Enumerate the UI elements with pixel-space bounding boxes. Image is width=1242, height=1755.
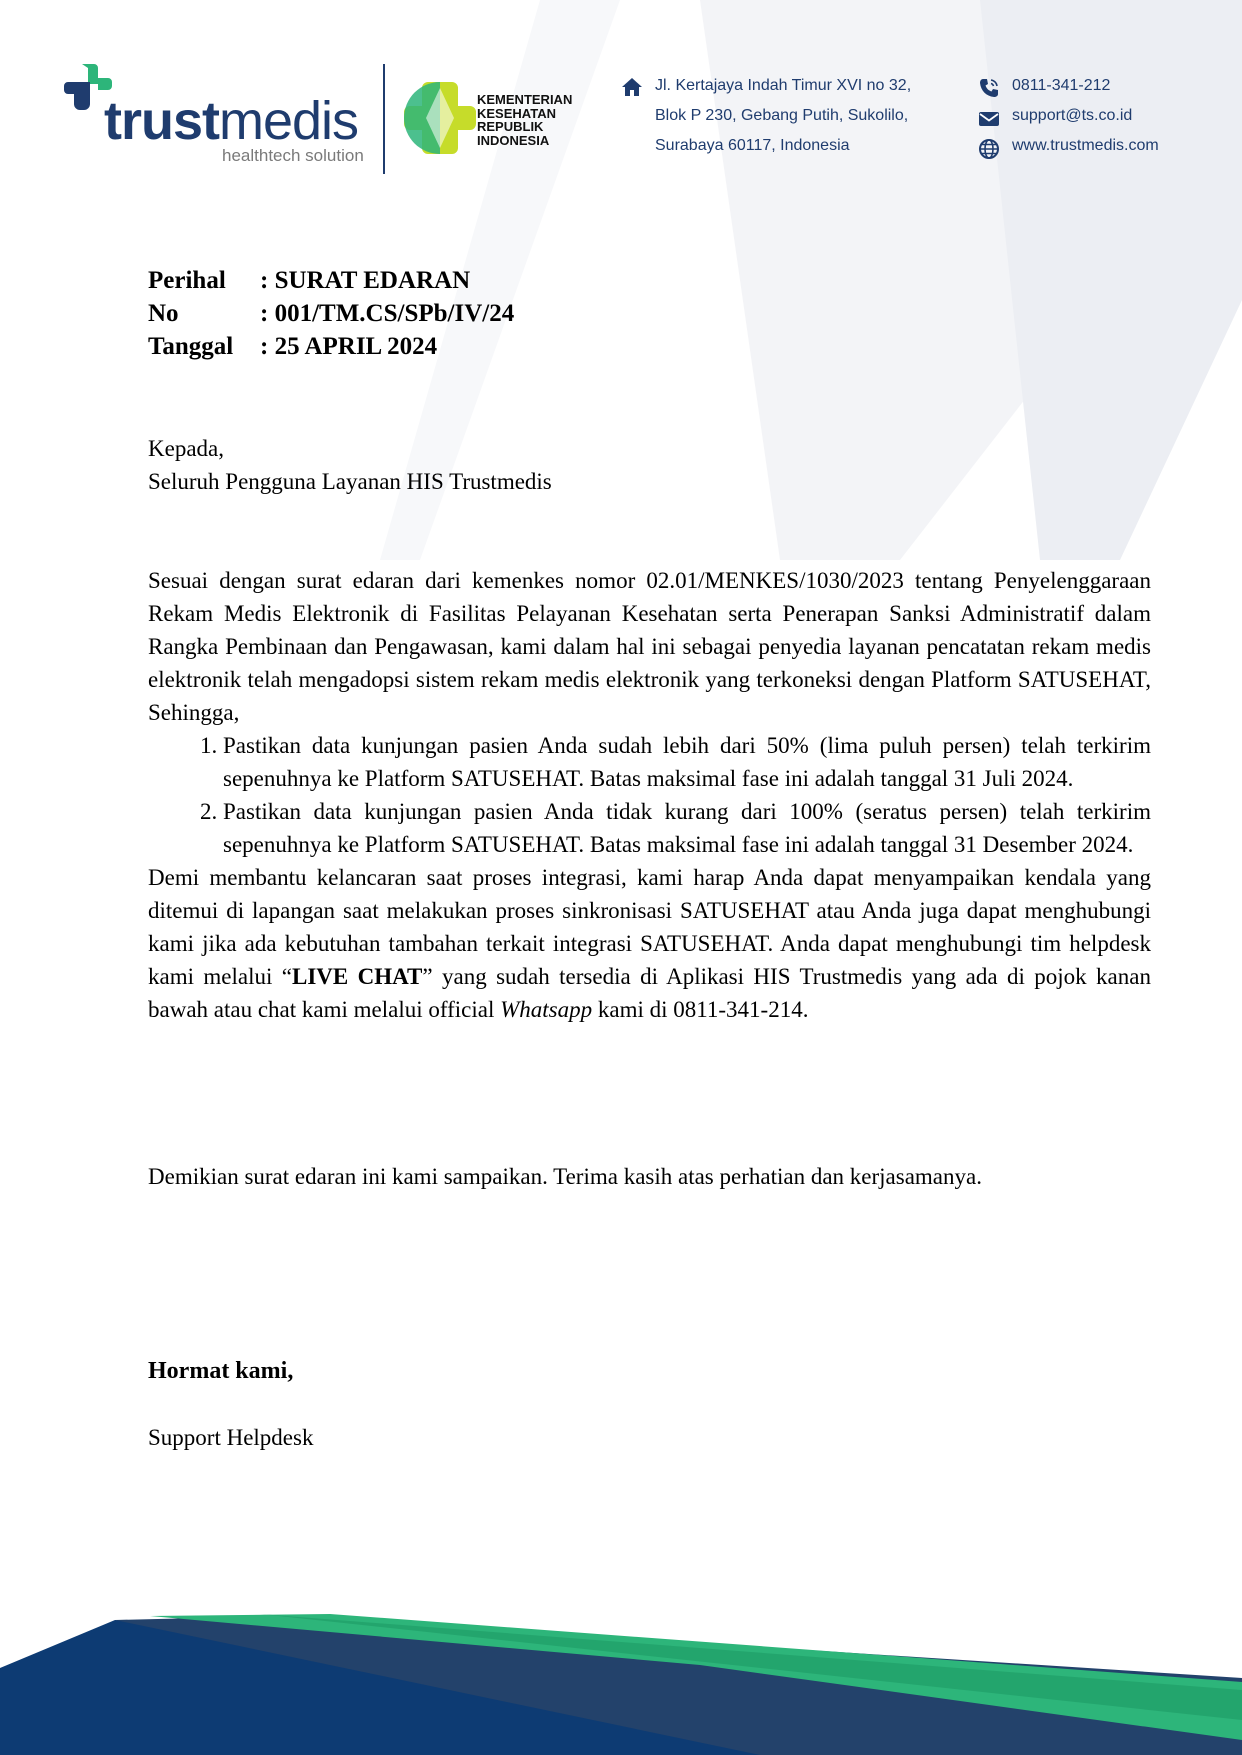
addressee [148,432,552,498]
support-paragraph [148,861,1151,1026]
letter-body [148,564,1151,1026]
signature-greeting: Hormat kami, [148,1358,294,1384]
kemenkes-line: REPUBLIK [477,119,544,134]
address-line: Surabaya 60117, Indonesia [655,137,850,154]
meta-value: : 001/TM.CS/SPb/IV/24 [260,300,515,327]
meta-value: : SURAT EDARAN [260,267,471,294]
live-chat-label: LIVE CHAT [291,964,423,989]
footer-decoration [0,1590,1242,1755]
signature-name: Support Helpdesk [148,1425,314,1450]
brand-medis: medis [219,91,359,151]
kemenkes-logo-icon [402,80,478,156]
requirements-list [148,729,1151,861]
meta-label: No [148,300,179,327]
mail-icon [978,108,1000,130]
support-text: Demi membantu kelancaran saat proses integrasi, kami harap Anda dapat menyampaikan kendala yang ditemui di lapangan saat melakukan proses sinkronisasi SATUSEHAT atau Anda juga dapat menghubungi kami jika ada kebutuhan tambahan terkait integrasi SATUSEHAT. Anda dapat menghubungi tim helpdesk kami melalui “ [148,865,1151,989]
addressee-greeting: Kepada, [148,436,224,461]
meta-subject [148,264,514,297]
closing-line: Demikian surat edaran ini kami sampaikan. Terima kasih atas perhatian dan kerjasamanya. [148,1164,982,1189]
email-address: support@ts.co.id [1012,107,1133,124]
kemenkes-wordmark [477,93,572,147]
meta-value: : 25 APRIL 2024 [260,333,438,360]
home-icon [621,76,643,98]
meta-number [148,297,514,330]
brand-trust: trust [104,91,219,151]
header-divider [383,64,385,174]
whatsapp-label: Whatsapp [500,997,593,1022]
list-item: 2. Pastikan data kunjungan pasien Anda tidak kurang dari 100% (seratus persen) telah terkirim sepenuhnya ke Platform SATUSEHAT. Batas maksimal fase ini adalah tanggal 31 Desember 2024. [223,795,1151,861]
support-text: ” yang sudah tersedia di Aplikasi HIS Trustmedis yang ada di pojok kanan bawah atau chat kami melalui official [148,964,1151,1022]
globe-icon [978,138,1000,160]
kemenkes-line: INDONESIA [477,132,550,148]
phone-icon [978,77,1000,99]
meta-label: Tanggal [148,333,234,360]
brand-wordmark [104,91,359,151]
address-line: Blok P 230, Gebang Putih, Sukolilo, [655,107,909,124]
list-item: 1. Pastikan data kunjungan pasien Anda sudah lebih dari 50% (lima puluh persen) telah terkirim sepenuhnya ke Platform SATUSEHAT. Batas maksimal fase ini adalah tanggal 31 Juli 2024. [223,729,1151,795]
brand-tagline: healthtech solution [222,146,364,165]
letter-meta [148,264,514,363]
intro-paragraph: Sesuai dengan surat edaran dari kemenkes nomor 02.01/MENKES/1030/2023 tentang Penyelenggaraan Rekam Medis Elektronik di Fasilitas Pelayanan Kesehatan serta Penerapan Sanksi Administratif dalam Rangka Pembinaan dan Pengawasan, kami dalam hal ini sebagai penyedia layanan pencatatan rekam medis elektronik telah mengadopsi sistem rekam medis elektronik yang terkoneksi dengan Platform SATUSEHAT, Sehingga, [148,568,1151,725]
address-line: Jl. Kertajaya Indah Timur XVI no 32, [655,77,912,94]
kemenkes-line: KESEHATAN [477,105,556,121]
meta-label: Perihal [148,267,226,294]
kemenkes-line: KEMENTERIAN [477,92,573,107]
website-address: www.trustmedis.com [1012,137,1159,154]
phone-number: 0811-341-212 [1012,77,1111,94]
meta-date [148,330,514,363]
addressee-recipient: Seluruh Pengguna Layanan HIS Trustmedis [148,469,552,494]
support-text: kami di 0811-341-214. [592,997,809,1022]
